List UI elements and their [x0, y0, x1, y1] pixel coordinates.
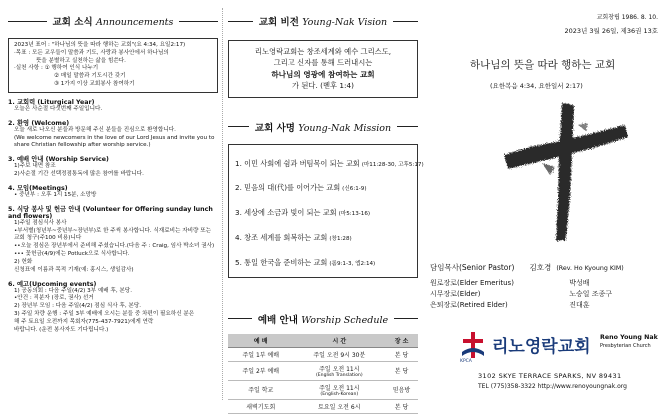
mission-box: [228, 144, 424, 278]
pastor-name-en: (Rev. Ho Kyoung KIM): [556, 265, 624, 272]
announcement-item: [8, 183, 218, 200]
announcement-heading: 1. 교회력 (Liturgical Year): [8, 98, 95, 106]
mission-header: 교회 사명 Young-Nak Mission: [228, 120, 418, 134]
announcement-line: 1)주일 점심식사 봉사: [14, 219, 67, 226]
staff-entry: 원로장로(Elder Emeritus): [430, 279, 514, 287]
announcement-line: ••• 꽃헌금(4/9)에는 Potluck으로 식사합니다.: [14, 251, 130, 258]
announcement-heading: 3. 예배 안내 (Worship Service): [8, 156, 109, 164]
motto-practice: ·실천 사항 : ① 행하여 인식 나누기: [14, 65, 99, 72]
announcement-line: 3) 주일 차량 운행 : 주일 3부 예배에 오시는 분들 중 차편이 필요하신 분은: [14, 311, 195, 318]
founded-date: 교회창립 1986. 8. 10.: [596, 14, 658, 21]
staff-list: [430, 278, 662, 312]
announcement-line: •안건 : 직분자 (장로, 권사) 선거: [14, 295, 94, 302]
vision-box: 리노영락교회는 창조세계와 예수 그리스도, 그리고 신자를 통해 드러내시는 하나님의 영광에 참여하는 교회 가 된다. (벧후 1:4): [228, 40, 418, 98]
mission-item: 2. 믿음의 대(代)를 이어가는 교회 (신6:1-9): [235, 183, 367, 193]
vision-highlight: 하나님의 영광에 참여하는 교회: [271, 69, 375, 79]
pastor-name: 김호경: [529, 263, 552, 272]
announcement-list: [8, 97, 218, 335]
announcements-column: [8, 14, 218, 335]
announcement-heading: 2. 환영 (Welcome): [8, 119, 70, 127]
worship-table-row: 새벽기도회 토요일 오전 6시 본 당: [228, 399, 418, 413]
staff-entry: 진대훈: [569, 301, 590, 310]
worship-table-row: 주일 2부 예배 주일 오전 11시 (English Translation) 본 당: [228, 361, 418, 380]
motto-year: 2023년 표어 : "하나님의 뜻을 따라 행하는 교회"(요 4:34, 요일2:17): [14, 42, 186, 48]
announcement-line: 2)사순절 기간 선택정점통독에 많은 참여를 바랍니다.: [14, 171, 144, 178]
pastor-label: 담임목사(Senior Pastor): [430, 263, 515, 272]
announcement-line: 해 주 토요일 오전까지 목회자(775-437-7921)에게 연락: [14, 318, 154, 325]
staff-entry: 노승일 조종구: [569, 290, 612, 299]
announcements-header: 교회 소식 Announcements: [8, 14, 218, 28]
logo-name-en: Reno Young Nak: [600, 334, 658, 341]
worship-header: 예배 안내 Worship Schedule: [228, 312, 418, 326]
announcement-heading: 4. 모임(Meetings): [8, 184, 68, 192]
announcement-item: [8, 154, 218, 179]
staff-entry: 은퇴장로(Retired Elder): [430, 301, 508, 310]
theme-title: 하나님의 뜻을 따라 행하는 교회: [470, 59, 616, 71]
church-logo: [460, 330, 660, 366]
announcement-line: ••오늘 점심은 장년부에서 준비해 주셨습니다.(다음 주 : Craig, 임사 박소녀 권사): [14, 243, 215, 250]
announcement-line: 1) 공동의회 : 다음 주일(4/2) 3부 예배 후, 본당.: [14, 287, 132, 294]
motto-goal: ·목표 : 모든 교우들이 말씀과 기도, 사랑과 봉사안에서 하나님의: [14, 49, 169, 56]
mission-item: 3. 세상에 소금과 빛이 되는 교회 (마5:13-16): [235, 208, 371, 218]
announcement-line: 교회 청구(주100 비용)니다: [14, 235, 82, 242]
announcement-line: 1)주보 내면 참조: [14, 163, 56, 170]
announcement-line: 2) 장년부 모임 : 다음 주일(4/2) 점심 식사 후, 본당.: [14, 303, 142, 310]
column-divider: [222, 8, 223, 400]
announcement-item: [8, 279, 218, 335]
announcement-heading: 6. 예고(Upcoming events): [8, 280, 97, 288]
announcement-line: •부서별(청년부~중년부~장년부)로 한 주씩 봉사합니다. 식재료비는 자비량 또는: [14, 227, 211, 234]
announcement-line: share Christian fellowship after worship service.): [14, 142, 151, 149]
announcement-line: 바랍니다. (운전 봉사자도 기다립니다.): [14, 326, 109, 333]
logo-kpca: KPCA: [460, 359, 472, 364]
announcement-heading: 5. 식당 봉사 및 헌금 안내 (Volunteer for Offering sunday lunch and flowers): [8, 205, 213, 220]
vision-column: [228, 14, 424, 414]
church-address: 3102 SKYE TERRACE SPARKS, NV 89431: [478, 372, 622, 380]
announcement-line: 오늘은 사순절 다섯번째 주일입니다.: [14, 105, 103, 112]
staff-entry: 박성배: [569, 279, 590, 287]
announcement-line: (We welcome newcomers in the love of our Lord Jesus and invite you to: [14, 134, 215, 141]
worship-table-row: 주일 학교 주일 오전 11시 (English-Korean) 믿음방: [228, 380, 418, 399]
announcement-item: [8, 97, 218, 114]
pastor-line: [430, 255, 662, 274]
logo-name-ko: 리노영락교회: [492, 337, 591, 357]
announcement-line: 2) 헌화: [14, 258, 33, 265]
mission-item: 5. 통일 한국을 준비하는 교회 (롬9:1-3, 엡2:14): [235, 257, 376, 267]
logo-name-en-sub: Presbyterian Church: [600, 343, 651, 349]
vision-header: 교회 비전 Young-Nak Vision: [228, 14, 418, 28]
issue-info: 2023년 3월 26일, 제36권 13호: [564, 27, 658, 35]
announcement-line: 신청표에 이름과 목적 기재(예: 홍시스, 생일감사): [14, 266, 134, 273]
cover-column: [430, 10, 662, 400]
cross-image: [490, 95, 640, 245]
worship-table-header: 예 배 시 간 장 소: [228, 334, 418, 348]
theme-reference: (요한복음 4:34, 요한일서 2:17): [490, 82, 583, 90]
staff-entry: 시무장로(Elder): [430, 290, 481, 299]
announcement-line: • 중년부 : 오후 1시 15분, 소망방: [14, 191, 97, 198]
worship-table: [228, 334, 418, 414]
church-contact: TEL (775)358-3322 http://www.renoyoungnak.org: [478, 383, 627, 390]
announcement-item: [8, 118, 218, 150]
motto-box: 2023년 표어 : "하나님의 뜻을 따라 행하는 교회"(요 4:34, 요일2:17) ·목표 : 모든 교우들이 말씀과 기도, 사랑과 봉사안에서 하나님의 뜻을 분별하고 실천하는 삶을 힘쓴다. ·실천 사항 : ① 행하여 인식 나누기 ② 매일 말씀과 기도시간 갖기 ③ 1가지 이상 교회봉사 참여하기: [8, 38, 218, 93]
worship-table-row: 주일 1부 예배 주일 오전 9시 30분 본 당: [228, 347, 418, 361]
mission-item: 1. 이민 사회에 쉼과 버팀목이 되는 교회 (마11:28-30, 고후5:17): [235, 158, 424, 168]
mission-item: 4. 창조 세계를 회복하는 교회 (창1:28): [235, 233, 352, 243]
announcement-item: [8, 204, 218, 259]
announcement-line: 오늘 새로 나오신 분들과 방문해 주신 분들을 진심으로 환영합니다.: [14, 126, 176, 133]
announcement-item: [8, 259, 218, 275]
